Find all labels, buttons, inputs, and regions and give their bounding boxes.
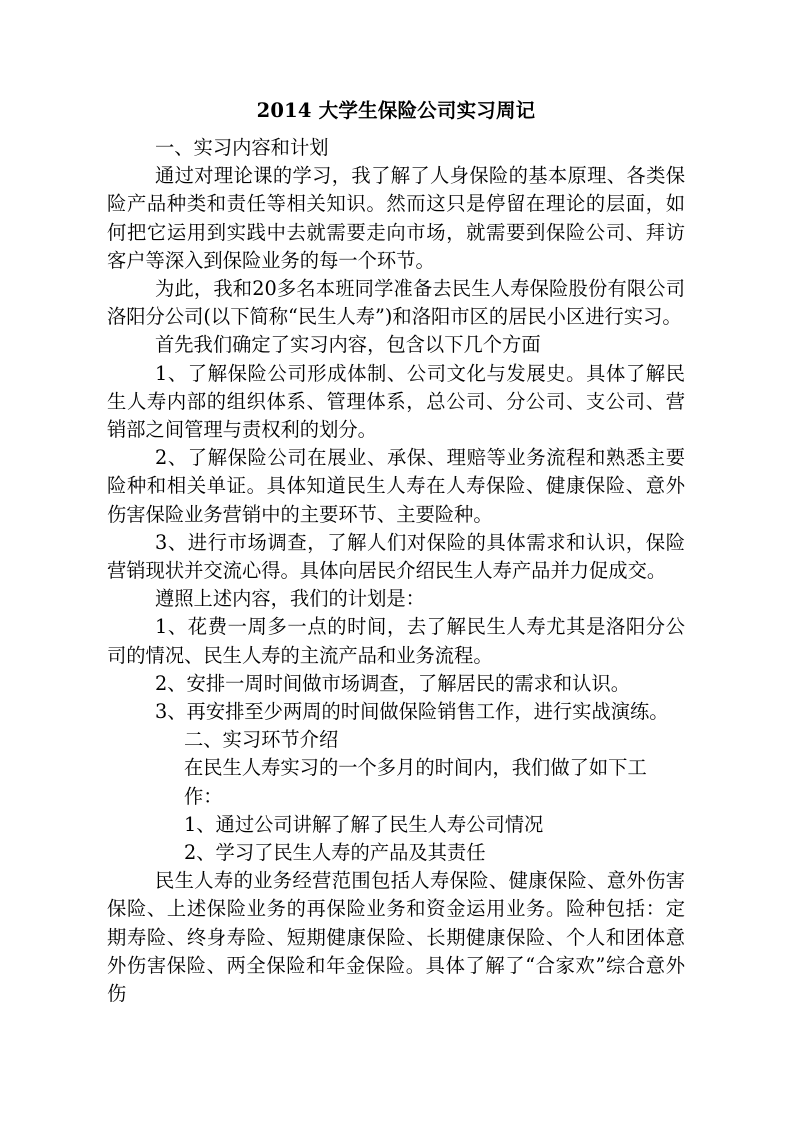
plan-item-2: 2、安排一周时间做市场调查，了解居民的需求和认识。 [155, 671, 631, 695]
content-item-2: 2、了解保险公司在展业、承保、理赔等业务流程和熟悉主要险种和相关单证。具体知道民生人寿在人寿保险、健康保险、意外伤害保险业务营销中的主要环节、主要险种。 [107, 446, 685, 526]
section-two-lead: 在民生人寿实习的一个多月的时间内，我们做了如下工作： [184, 756, 647, 808]
content-item-1: 1、了解保险公司形成体制、公司文化与发展史。具体了解民生人寿内部的组织体系、管理体系，总公司、分公司、支公司、营销部之间管理与责权利的划分。 [107, 361, 685, 442]
plan-item-3: 3、再安排至少两周的时间做保险销售工作，进行实战演练。 [155, 700, 669, 724]
section-two-scope-paragraph: 民生人寿的业务经营范围包括人寿保险、健康保险、意外伤害保险、上述保险业务的再保险业务和资金运用业务。险种包括：定期寿险、终身寿险、短期健康保险、长期健康保险、个人和团体意外伤害保险、两全保险和年金保险。具体了解了“合家欢”综合意外伤 [107, 869, 685, 1006]
section-one-plan-lead: 遵照上述内容，我们的计划是： [155, 587, 425, 611]
plan-item-1: 1、花费一周多一点的时间，去了解民生人寿尤其是洛阳分公司的情况、民生人寿的主流产品和业务流程。 [107, 615, 685, 667]
document-text-column [107, 96, 685, 1008]
section-one-heading: 一、实习内容和计划 [155, 136, 329, 159]
page-title: 2014 大学生保险公司实习周记 [256, 99, 536, 122]
section-two-heading: 二、实习环节介绍 [184, 728, 339, 752]
section-one-content-lead: 首先我们确定了实习内容，包含以下几个方面 [155, 333, 541, 357]
section-one-purpose-paragraph: 为此，我和20多名本班同学准备去民生人寿保险股份有限公司洛阳分公司(以下简称“民生人寿”)和洛阳市区的居民小区进行实习。 [107, 277, 685, 329]
section-one-intro-paragraph: 通过对理论课的学习，我了解了人身保险的基本原理、各类保险产品种类和责任等相关知识。然而这只是停留在理论的层面，如何把它运用到实践中去就需要走向市场，就需要到保险公司、拜访客户等深入到保险业务的每一个环节。 [107, 164, 685, 272]
content-item-3: 3、进行市场调查，了解人们对保险的具体需求和认识，保险营销现状并交流心得。具体向居民介绍民生人寿产品并力促成交。 [107, 530, 685, 583]
work-item-2: 2、学习了民生人寿的产品及其责任 [184, 841, 486, 865]
work-item-1: 1、通过公司讲解了解了民生人寿公司情况 [184, 812, 544, 836]
